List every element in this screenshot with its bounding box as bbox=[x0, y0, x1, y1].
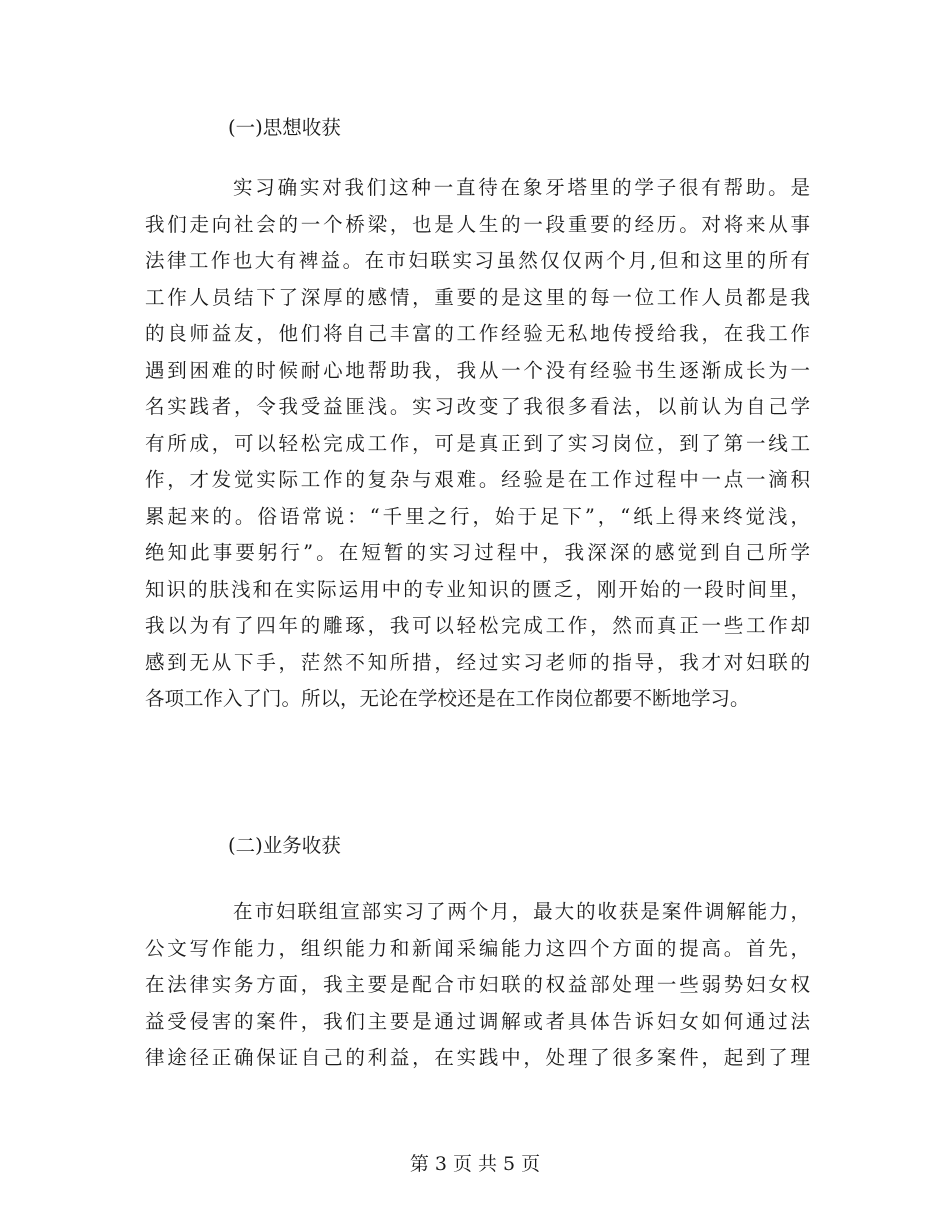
text-line: 我以为有了四年的雕琢，我可以轻松完成工作，然而真正一些工作却 bbox=[145, 614, 810, 637]
text-line: 感到无从下手，茫然不知所措，经过实习老师的指导，我才对妇联的 bbox=[145, 650, 810, 674]
text-line: 有所成，可以轻松完成工作，可是真正到了实习岗位，到了第一线工 bbox=[145, 431, 810, 455]
text-line: 遇到困难的时候耐心地帮助我，我从一个没有经验书生逐渐成长为一 bbox=[145, 358, 810, 382]
text-line: 累起来的。俗语常说：“千里之行，始于足下”，“纸上得来终觉浅， bbox=[145, 504, 810, 528]
text-line: 益受侵害的案件，我们主要是通过调解或者具体告诉妇女如何通过法 bbox=[145, 1009, 810, 1033]
section-heading-thought: (一)思想收获 bbox=[228, 116, 341, 139]
text-line: 名实践者，令我受益匪浅。实习改变了我很多看法，以前认为自己学 bbox=[145, 395, 810, 418]
text-line: 公文写作能力，组织能力和新闻采编能力这四个方面的提高。首先， bbox=[145, 936, 810, 960]
page-number-footer: 第 3 页 共 5 页 bbox=[409, 1153, 541, 1175]
text-line: 律途径正确保证自己的利益，在实践中，处理了很多案件，起到了理 bbox=[145, 1046, 810, 1069]
paragraph-business bbox=[145, 894, 810, 1077]
text-line: 在法律实务方面，我主要是配合市妇联的权益部处理一些弱势妇女权 bbox=[145, 973, 810, 996]
text-line: 工作人员结下了深厚的感情，重要的是这里的每一位工作人员都是我 bbox=[145, 285, 810, 309]
text-line: 在市妇联组宣部实习了两个月，最大的收获是案件调解能力， bbox=[233, 900, 810, 923]
section-heading-business: (二)业务收获 bbox=[228, 834, 341, 857]
paragraph-thought bbox=[145, 170, 810, 718]
text-line: 作，才发觉实际工作的复杂与艰难。经验是在工作过程中一点一滴积 bbox=[145, 468, 810, 491]
text-line: 实习确实对我们这种一直待在象牙塔里的学子很有帮助。是 bbox=[233, 176, 810, 199]
text-line: 各项工作入了门。所以，无论在学校还是在工作岗位都要不断地学习。 bbox=[145, 687, 750, 710]
text-line: 我们走向社会的一个桥梁，也是人生的一段重要的经历。对将来从事 bbox=[145, 212, 810, 236]
text-line: 的良师益友，他们将自己丰富的工作经验无私地传授给我，在我工作 bbox=[145, 322, 810, 345]
text-line: 绝知此事要躬行”。在短暂的实习过程中，我深深的感觉到自己所学 bbox=[145, 541, 810, 564]
text-line: 知识的肤浅和在实际运用中的专业知识的匮乏，刚开始的一段时间里， bbox=[145, 577, 810, 601]
text-line: 法律工作也大有裨益。在市妇联实习虽然仅仅两个月,但和这里的所有 bbox=[145, 249, 810, 272]
